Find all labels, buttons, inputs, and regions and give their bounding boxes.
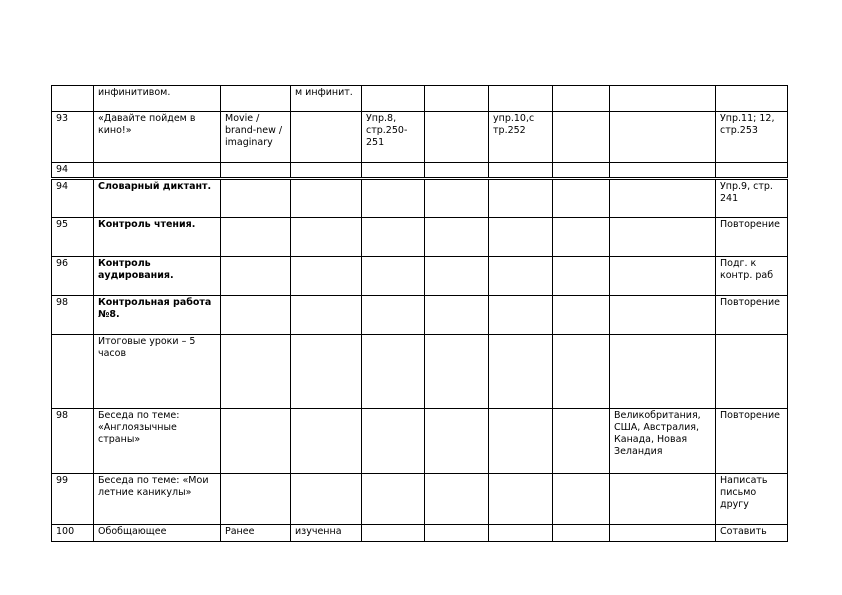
- speaking-cell: [489, 296, 553, 335]
- writing-cell: [553, 112, 610, 163]
- vocabulary-cell: [221, 296, 291, 335]
- grammar-cell: [291, 409, 362, 474]
- listening-cell: [425, 218, 489, 257]
- section-heading: Итоговые уроки – 5 часов: [94, 335, 221, 409]
- homework-cell: Упр.11; 12, стр.253: [716, 112, 788, 163]
- homework-cell: Сотавить: [716, 525, 788, 542]
- listening-cell: [425, 474, 489, 525]
- homework-cell: Повторение: [716, 218, 788, 257]
- lesson-number: 94: [52, 163, 94, 179]
- lesson-topic: Словарный диктант.: [94, 179, 221, 218]
- table-row: [52, 296, 788, 335]
- lesson-number: 100: [52, 525, 94, 542]
- grammar-cell: изученна: [291, 525, 362, 542]
- table-row: [52, 218, 788, 257]
- reading-cell: [362, 179, 425, 218]
- culture-cell: [610, 525, 716, 542]
- lesson-number: 98: [52, 409, 94, 474]
- culture-cell: [610, 335, 716, 409]
- lesson-number: 99: [52, 474, 94, 525]
- lesson-number: 98: [52, 296, 94, 335]
- reading-cell: Упр.8, стр.250-251: [362, 112, 425, 163]
- grammar-cell: [291, 335, 362, 409]
- speaking-cell: [489, 163, 553, 179]
- reading-cell: [362, 257, 425, 296]
- lesson-topic: [94, 163, 221, 179]
- culture-cell: [610, 112, 716, 163]
- lesson-topic: Беседа по теме: «Англоязычные страны»: [94, 409, 221, 474]
- lesson-number: 96: [52, 257, 94, 296]
- reading-cell: [362, 335, 425, 409]
- culture-cell: [610, 257, 716, 296]
- listening-cell: [425, 296, 489, 335]
- listening-cell: [425, 179, 489, 218]
- homework-cell: [716, 163, 788, 179]
- grammar-cell: [291, 474, 362, 525]
- table-row: [52, 409, 788, 474]
- speaking-cell: упр.10,с тр.252: [489, 112, 553, 163]
- homework-cell: [716, 335, 788, 409]
- homework-cell: Подг. к контр. раб: [716, 257, 788, 296]
- vocabulary-cell: [221, 474, 291, 525]
- culture-cell: [610, 296, 716, 335]
- listening-cell: [425, 257, 489, 296]
- lesson-topic: Беседа по теме: «Мои летние каникулы»: [94, 474, 221, 525]
- table-row: [52, 474, 788, 525]
- reading-cell: [362, 296, 425, 335]
- speaking-cell: [489, 218, 553, 257]
- lesson-number: [52, 86, 94, 112]
- speaking-cell: [489, 257, 553, 296]
- speaking-cell: [489, 335, 553, 409]
- vocabulary-cell: Movie / brand-new / imaginary: [221, 112, 291, 163]
- culture-cell: [610, 474, 716, 525]
- lesson-topic: Контроль чтения.: [94, 218, 221, 257]
- culture-cell: [610, 86, 716, 112]
- writing-cell: [553, 296, 610, 335]
- reading-cell: [362, 525, 425, 542]
- vocabulary-cell: [221, 179, 291, 218]
- listening-cell: [425, 409, 489, 474]
- lesson-topic: Контрольная работа №8.: [94, 296, 221, 335]
- writing-cell: [553, 257, 610, 296]
- table-row: [52, 112, 788, 163]
- lesson-plan-table: [51, 85, 788, 542]
- reading-cell: [362, 163, 425, 179]
- listening-cell: [425, 86, 489, 112]
- vocabulary-cell: [221, 86, 291, 112]
- writing-cell: [553, 163, 610, 179]
- lesson-topic: Контроль аудирования.: [94, 257, 221, 296]
- homework-cell: Повторение: [716, 409, 788, 474]
- speaking-cell: [489, 409, 553, 474]
- table-row: [52, 163, 788, 179]
- lesson-topic: инфинитивом.: [94, 86, 221, 112]
- vocabulary-cell: [221, 163, 291, 179]
- lesson-number: 93: [52, 112, 94, 163]
- culture-cell: Великобритания, США, Австралия, Канада, Новая Зеландия: [610, 409, 716, 474]
- table-row: [52, 525, 788, 542]
- speaking-cell: [489, 474, 553, 525]
- culture-cell: [610, 179, 716, 218]
- homework-cell: [716, 86, 788, 112]
- grammar-cell: [291, 163, 362, 179]
- vocabulary-cell: [221, 409, 291, 474]
- culture-cell: [610, 163, 716, 179]
- writing-cell: [553, 86, 610, 112]
- lesson-number: 94: [52, 179, 94, 218]
- listening-cell: [425, 525, 489, 542]
- table-row: [52, 86, 788, 112]
- grammar-cell: [291, 296, 362, 335]
- vocabulary-cell: [221, 335, 291, 409]
- table-row: [52, 335, 788, 409]
- writing-cell: [553, 474, 610, 525]
- table-row: [52, 257, 788, 296]
- vocabulary-cell: Ранее: [221, 525, 291, 542]
- writing-cell: [553, 525, 610, 542]
- writing-cell: [553, 179, 610, 218]
- grammar-cell: [291, 179, 362, 218]
- listening-cell: [425, 335, 489, 409]
- reading-cell: [362, 218, 425, 257]
- homework-cell: Упр.9, стр. 241: [716, 179, 788, 218]
- vocabulary-cell: [221, 257, 291, 296]
- writing-cell: [553, 335, 610, 409]
- reading-cell: [362, 409, 425, 474]
- homework-cell: Написать письмо другу: [716, 474, 788, 525]
- speaking-cell: [489, 86, 553, 112]
- lesson-topic: «Давайте пойдем в кино!»: [94, 112, 221, 163]
- lesson-topic: Обобщающее: [94, 525, 221, 542]
- writing-cell: [553, 409, 610, 474]
- grammar-cell: [291, 218, 362, 257]
- writing-cell: [553, 218, 610, 257]
- lesson-number: 95: [52, 218, 94, 257]
- culture-cell: [610, 218, 716, 257]
- grammar-cell: м инфинит.: [291, 86, 362, 112]
- table-row: [52, 179, 788, 218]
- reading-cell: [362, 474, 425, 525]
- speaking-cell: [489, 525, 553, 542]
- vocabulary-cell: [221, 218, 291, 257]
- listening-cell: [425, 112, 489, 163]
- listening-cell: [425, 163, 489, 179]
- grammar-cell: [291, 257, 362, 296]
- lesson-number: [52, 335, 94, 409]
- grammar-cell: [291, 112, 362, 163]
- speaking-cell: [489, 179, 553, 218]
- reading-cell: [362, 86, 425, 112]
- homework-cell: Повторение: [716, 296, 788, 335]
